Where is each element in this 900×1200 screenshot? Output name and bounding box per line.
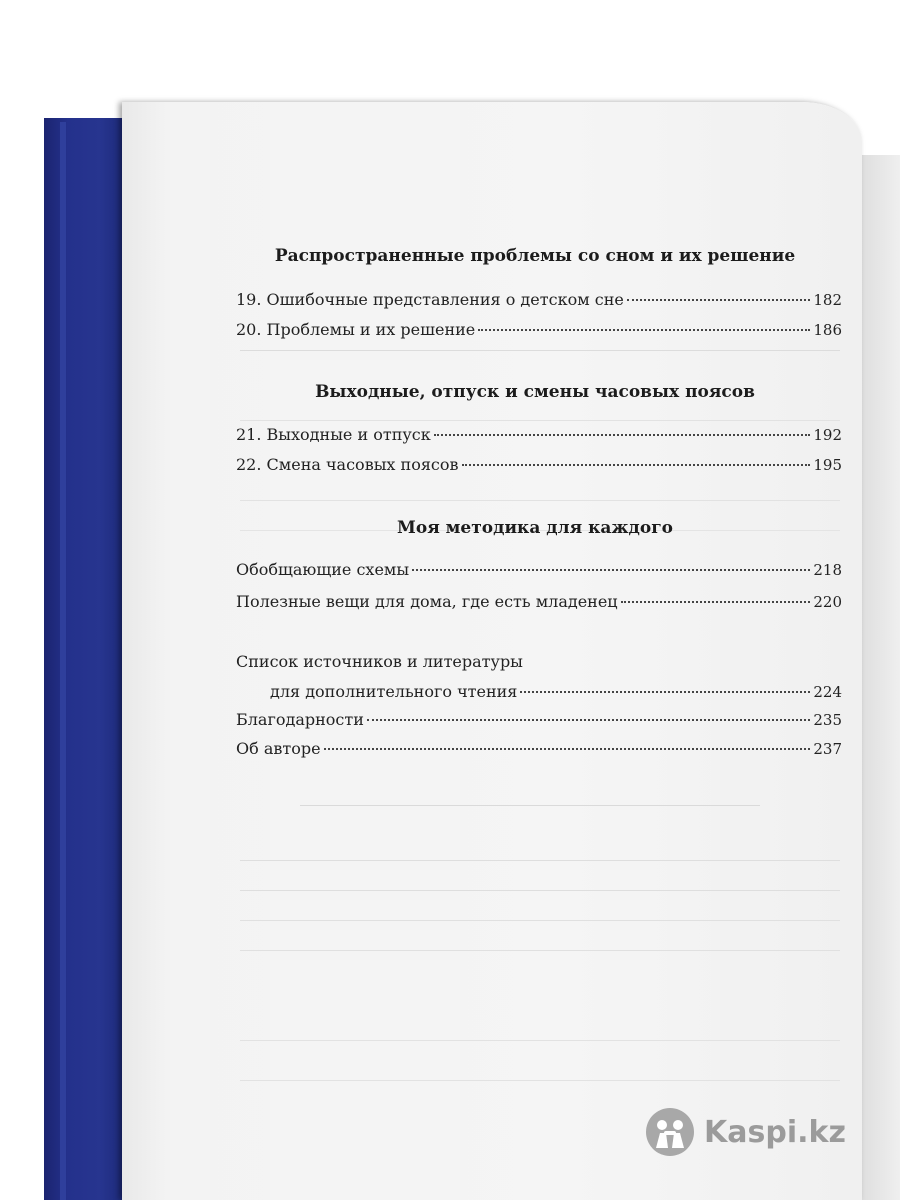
toc-entry[interactable] <box>236 320 842 342</box>
toc-entry-page: 195 <box>813 456 842 474</box>
dot-leader <box>520 691 810 693</box>
toc-entry[interactable] <box>236 290 842 312</box>
toc-entry-page: 182 <box>813 291 842 309</box>
toc-entry-page: 237 <box>813 740 842 758</box>
toc-entry[interactable] <box>236 425 842 447</box>
section-heading-sleep-problems: Распространенные проблемы со сном и их решение <box>274 246 796 266</box>
section-heading-weekends-travel: Выходные, отпуск и смены часовых поясов <box>315 382 755 402</box>
toc-entry-label: 21. Выходные и отпуск <box>236 425 431 444</box>
toc-entry-page: 192 <box>813 426 842 444</box>
underlying-page <box>860 155 900 1200</box>
dot-leader <box>478 329 810 331</box>
toc-entry-label: 19. Ошибочные представления о детском сне <box>236 290 624 309</box>
toc-entry[interactable] <box>236 592 842 614</box>
toc-entry-label: Обобщающие схемы <box>236 560 410 579</box>
dot-leader <box>367 719 810 721</box>
toc-entry[interactable] <box>236 560 842 582</box>
kaspi-logo-icon <box>646 1108 694 1156</box>
toc-entry-label: 22. Смена часовых поясов <box>236 455 459 474</box>
book-cover-spine <box>44 118 124 1200</box>
dot-leader <box>324 748 811 750</box>
dot-leader <box>434 434 811 436</box>
section-heading-method: Моя методика для каждого <box>397 518 673 538</box>
toc-entry-thanks[interactable] <box>236 710 842 732</box>
sources-title-line1: Список источников и литературы <box>236 652 523 671</box>
dot-leader <box>462 464 811 466</box>
kaspi-watermark-text: Kaspi.kz <box>704 1114 846 1150</box>
dot-leader <box>627 299 811 301</box>
toc-entry-sources[interactable] <box>270 682 842 704</box>
toc-entry-page: 218 <box>813 561 842 579</box>
dot-leader <box>621 601 811 603</box>
toc-entry-label: Благодарности <box>236 710 364 729</box>
toc-entry-label: Об авторе <box>236 739 321 758</box>
toc-entry-page: 235 <box>813 711 842 729</box>
toc-entry-page: 186 <box>813 321 842 339</box>
toc-entry-page: 220 <box>813 593 842 611</box>
toc-entry-label: 20. Проблемы и их решение <box>236 320 476 339</box>
cover-edge <box>60 122 66 1200</box>
toc-entry-label: Полезные вещи для дома, где есть младенец <box>236 592 618 611</box>
kaspi-watermark <box>646 1108 846 1156</box>
toc-entry-author[interactable] <box>236 739 842 761</box>
toc-entry-page: 224 <box>813 683 842 701</box>
dot-leader <box>412 569 810 571</box>
toc-entry[interactable] <box>236 455 842 477</box>
toc-entry-label: для дополнительного чтения <box>270 682 518 701</box>
